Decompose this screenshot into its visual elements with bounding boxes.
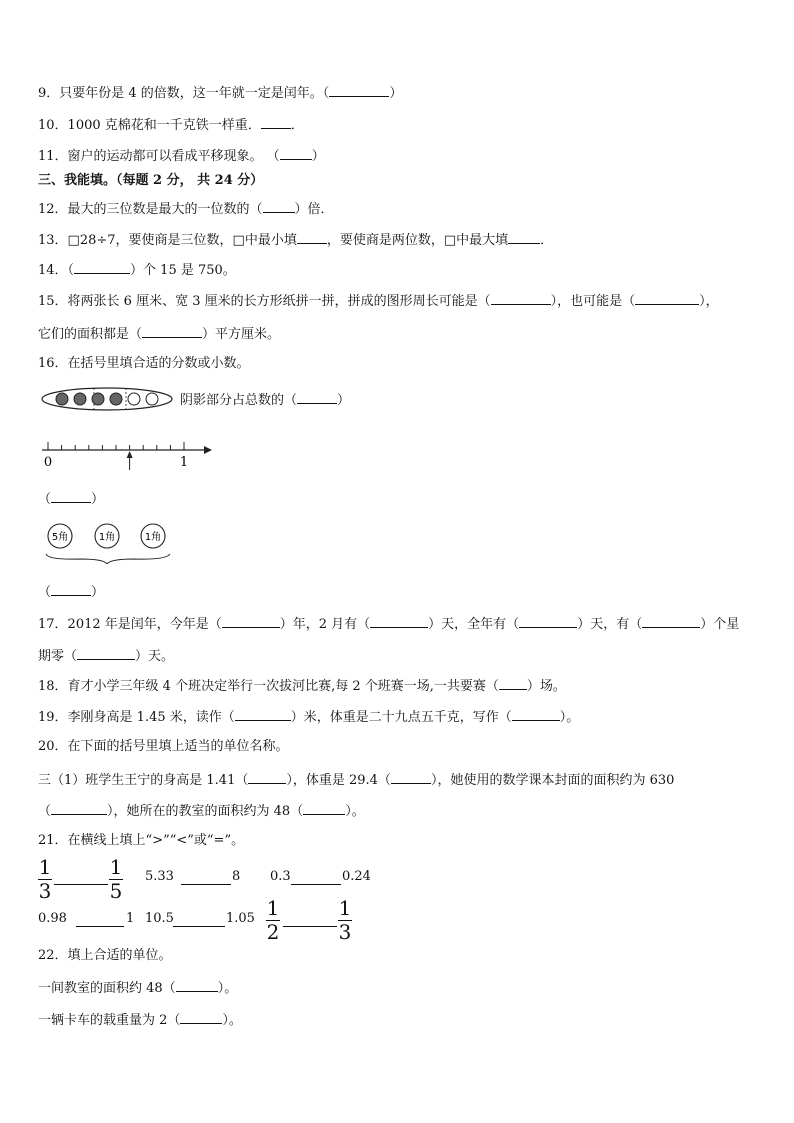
q10-text: 10．1000 克棉花和一千克铁一样重．: [38, 118, 261, 133]
q20-blank-height[interactable]: [248, 771, 286, 784]
empty-circle: [128, 393, 140, 405]
q16-numberline-answer: [38, 490, 104, 508]
q15-line2-a: 它们的面积都是（: [38, 327, 143, 342]
q9-text: 9．只要年份是 4 的倍数，这一年就一定是闰年。（: [38, 86, 330, 101]
q16-shaded-label-line: [180, 391, 350, 409]
question-14: [38, 261, 236, 279]
frac-num: 1: [109, 855, 123, 879]
compare-blank-6[interactable]: [283, 926, 337, 927]
circle-group: [56, 393, 158, 405]
q11-answer-blank[interactable]: [280, 147, 312, 160]
shaded-circle: [110, 393, 122, 405]
q16-coins-answer: [38, 583, 104, 601]
q15-blank-3[interactable]: [142, 325, 202, 338]
coins-figure: [40, 520, 180, 564]
shaded-circle: [56, 393, 68, 405]
q22-l1-b: ）。: [217, 981, 238, 996]
compare-2-left: 5.33: [145, 869, 174, 884]
q17-blank-feb[interactable]: [370, 615, 428, 628]
q15-blank-2[interactable]: [635, 292, 699, 305]
q16-coins-close: ）: [91, 585, 105, 600]
compare-5-left: 10.5: [145, 911, 174, 926]
brace: [46, 554, 170, 564]
q15-line2-b: ）平方厘米。: [202, 327, 281, 342]
compare-blank-1[interactable]: [54, 884, 108, 885]
shaded-circle: [92, 393, 104, 405]
q16-blank-coins[interactable]: [51, 583, 91, 596]
q17-blank-days[interactable]: [519, 615, 577, 628]
nl-label-1: 1: [179, 455, 189, 470]
empty-circle: [146, 393, 158, 405]
question-12: [38, 200, 334, 218]
question-15-line-2: [38, 325, 280, 343]
compare-4-right: 1: [126, 911, 135, 926]
number-line: [38, 438, 218, 478]
question-22-line-2: [38, 1011, 242, 1029]
q20-l2-a: （: [38, 804, 52, 819]
q16-nl-close: ）: [91, 492, 105, 507]
compare-3-right: 0.24: [342, 869, 371, 884]
question-22-line-1: [38, 979, 237, 997]
q19-text-a: 19．李刚身高是 1.45 米，读作（: [38, 710, 235, 725]
q11-close: ）: [311, 149, 325, 164]
compare-4-left: 0.98: [38, 911, 67, 926]
q14-answer-blank[interactable]: [74, 261, 130, 274]
q9-close: ）: [389, 86, 403, 101]
compare-blank-4[interactable]: [76, 926, 124, 927]
question-15: [38, 292, 719, 310]
question-20-line-1: [38, 771, 674, 789]
q12-text-b: ）倍．: [294, 202, 334, 217]
q22-blank-area[interactable]: [176, 979, 218, 992]
question-16: 16．在括号里填合适的分数或小数。: [38, 356, 250, 371]
question-9: [38, 84, 402, 102]
frac-den: 2: [266, 920, 280, 944]
question-10: [38, 116, 304, 134]
q19-blank-write[interactable]: [512, 708, 560, 721]
q16-shaded-close: ）: [337, 393, 351, 408]
q15-text-a: 15．将两张长 6 厘米、宽 3 厘米的长方形纸拼一拼，拼成的图形周长可能是（: [38, 294, 491, 309]
coin-label-2: 1角: [98, 532, 116, 543]
q10-end: ．: [290, 118, 304, 133]
q11-text: 11．窗户的运动都可以看成平移现象。 （: [38, 149, 280, 164]
q18-text-a: 18．育才小学三年级 4 个班决定举行一次拔河比赛,每 2 个班赛一场,一共要赛（: [38, 679, 499, 694]
q22-blank-weight[interactable]: [180, 1011, 222, 1024]
q17-text-e: ）个星: [700, 617, 740, 632]
q20-blank-book-area[interactable]: [51, 802, 107, 815]
q19-text-c: ）。: [559, 710, 580, 725]
q17-blank-extra[interactable]: [77, 647, 135, 660]
q17-blank-weeks[interactable]: [642, 615, 700, 628]
frac-num: 1: [338, 896, 352, 920]
compare-blank-3[interactable]: [291, 884, 341, 885]
question-21: 21．在横线上填上“>”“<”或“=”。: [38, 833, 245, 848]
q15-blank-1[interactable]: [491, 292, 551, 305]
frac-den: 3: [38, 879, 52, 903]
q17-text-a: 17．2012 年是闰年，今年是（: [38, 617, 222, 632]
q20-l1-a: 三（1）班学生王宁的身高是 1.41（: [38, 773, 249, 788]
q13-text-b: ，要使商是两位数，□中最大填: [326, 233, 509, 248]
q20-blank-weight[interactable]: [391, 771, 431, 784]
q17-text-c: ）天，全年有（: [428, 617, 520, 632]
q16-nl-open: （: [38, 492, 52, 507]
nl-label-0: 0: [43, 455, 53, 470]
q12-text-a: 12．最大的三位数是最大的一位数的（: [38, 202, 263, 217]
q10-answer-blank[interactable]: [261, 116, 291, 129]
q15-text-c: ），: [699, 294, 719, 309]
q17-text-d: ）天，有（: [577, 617, 643, 632]
compare-2-right: 8: [232, 869, 241, 884]
section-3-heading: 三、我能填。（每题 2 分， 共 24 分）: [38, 173, 264, 188]
question-17-line-2: [38, 647, 174, 665]
q17-line2-a: 期零（: [38, 649, 78, 664]
q22-l2-b: ）。: [222, 1013, 242, 1028]
q20-l1-b: ），体重是 29.4（: [286, 773, 391, 788]
q17-text-b: ）年，2 月有（: [279, 617, 371, 632]
q17-line2-b: ）天。: [135, 649, 175, 664]
coin-label-1: 5角: [51, 532, 69, 543]
q22-l2-a: 一辆卡车的载重量为 2（: [38, 1013, 181, 1028]
q22-l1-a: 一间教室的面积约 48（: [38, 981, 176, 996]
number-line-arrow-head: [127, 451, 133, 458]
compare-5-right: 1.05: [226, 911, 255, 926]
frac-den: 5: [109, 879, 123, 903]
question-19: [38, 708, 579, 726]
question-18: [38, 677, 566, 695]
q16-shaded-label: 阴影部分占总数的（: [180, 393, 298, 408]
frac-num: 1: [266, 896, 280, 920]
q16-blank-numberline[interactable]: [51, 490, 91, 503]
shaded-circle: [74, 393, 86, 405]
question-20-line-2: [38, 802, 365, 820]
q12-answer-blank[interactable]: [263, 200, 295, 213]
question-22: 22．填上合适的单位。: [38, 948, 172, 963]
q9-answer-blank[interactable]: [329, 84, 389, 97]
frac-den: 3: [338, 920, 352, 944]
fraction-1-3-a: [38, 857, 52, 902]
q20-blank-room-area[interactable]: [303, 802, 345, 815]
q13-text-a: 13．□28÷7，要使商是三位数，□中最小填: [38, 233, 297, 248]
q14-text-a: 14．（: [38, 263, 75, 278]
q20-l2-c: ）。: [345, 804, 365, 819]
q16-blank-shaded[interactable]: [297, 391, 337, 404]
q16-coins-open: （: [38, 585, 52, 600]
question-11: [38, 147, 325, 165]
q18-text-b: ）场。: [526, 679, 566, 694]
q17-blank-year[interactable]: [222, 615, 280, 628]
fraction-1-2: [266, 898, 280, 943]
fraction-1-5: [109, 857, 123, 902]
q19-blank-read[interactable]: [235, 708, 291, 721]
q20-l1-c: ），她使用的数学课本封面的面积约为 630: [430, 773, 675, 788]
shaded-circles-figure: [40, 385, 180, 413]
tick-group: [48, 442, 184, 450]
question-17: [38, 615, 739, 633]
q18-answer-blank[interactable]: [499, 677, 527, 690]
q14-text-b: ）个 15 是 750。: [130, 263, 236, 278]
compare-3-left: 0.3: [270, 869, 291, 884]
coin-label-3: 1角: [144, 532, 162, 543]
q13-text-c: ．: [540, 233, 554, 248]
q20-l2-b: ），她所在的教室的面积约为 48（: [107, 804, 304, 819]
compare-blank-5[interactable]: [173, 926, 225, 927]
frac-num: 1: [38, 855, 52, 879]
question-20: 20．在下面的括号里填上适当的单位名称。: [38, 739, 289, 754]
q19-text-b: ）米，体重是二十九点五千克，写作（: [290, 710, 512, 725]
question-13: [38, 231, 553, 249]
q13-blank-min[interactable]: [297, 231, 327, 244]
q13-blank-max[interactable]: [508, 231, 540, 244]
fraction-1-3-b: [338, 898, 352, 943]
compare-blank-2[interactable]: [181, 884, 231, 885]
q15-text-b: ），也可能是（: [550, 294, 636, 309]
